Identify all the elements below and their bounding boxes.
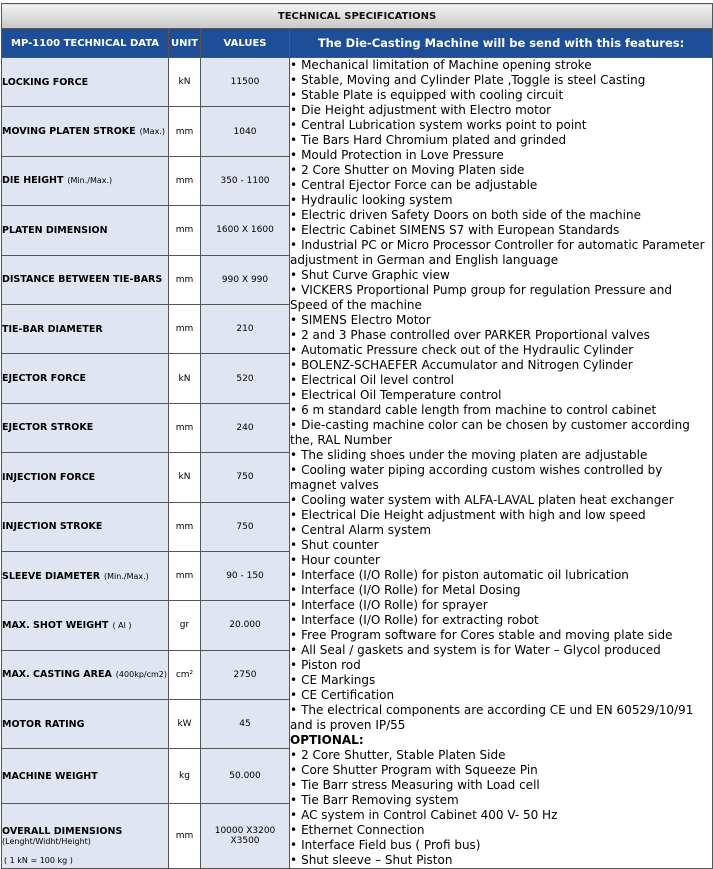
feature-item: • SIMENS Electro Motor (290, 313, 712, 328)
feature-item: • Stable, Moving and Cylinder Plate ,Toggle is steel Casting (290, 73, 712, 88)
optional-item: • AC system in Control Cabinet 400 V- 50 Hz (290, 808, 712, 823)
feature-item: • 2 Core Shutter on Moving Platen side (290, 163, 712, 178)
optional-item: • Shut sleeve – Shut Piston (290, 853, 712, 868)
spec-value: 1600 X 1600 (201, 206, 290, 255)
feature-item: • Electrical Oil level control (290, 373, 712, 388)
feature-item: • Electrical Die Height adjustment with high and low speed (290, 508, 712, 523)
feature-item: • BOLENZ-SCHAEFER Accumulator and Nitrogen Cylinder (290, 358, 712, 373)
feature-item: • Central Ejector Force can be adjustable (290, 178, 712, 193)
spec-name (2, 700, 169, 749)
spec-name-label: DIE HEIGHT (2, 175, 64, 187)
features-list (290, 58, 713, 869)
spec-name (2, 453, 169, 502)
spec-unit: mm (169, 403, 201, 452)
spec-name-qualifier: ( Al ) (112, 620, 132, 630)
spec-name-label: SLEEVE DIAMETER (2, 570, 101, 582)
spec-value: 750 (201, 502, 290, 551)
feature-item: • Shut counter (290, 538, 712, 553)
feature-item: • Industrial PC or Micro Processor Controller for automatic Parameter adjustment in German and English language (290, 238, 712, 268)
optional-item: • Core Shutter Program with Squeeze Pin (290, 763, 712, 778)
feature-item: • Interface (I/O Rolle) for sprayer (290, 598, 712, 613)
spec-value: 1040 (201, 107, 290, 156)
feature-item: • Tie Bars Hard Chromium plated and grinded (290, 133, 712, 148)
spec-value: 210 (201, 304, 290, 353)
header-technical-data: MP-1100 TECHNICAL DATA (2, 29, 169, 58)
spec-value: 50.000 (201, 749, 290, 804)
table-title: TECHNICAL SPECIFICATIONS (2, 4, 713, 29)
feature-item: • Central Alarm system (290, 523, 712, 538)
footnote: ( 1 kN = 100 kg ) (4, 856, 73, 865)
spec-name-label: INJECTION STROKE (2, 521, 103, 533)
spec-name-label: PLATEN DIMENSION (2, 224, 108, 236)
optional-item: • Tie Barr stress Measuring with Load cell (290, 778, 712, 793)
spec-value: 10000 X3200 X3500 (201, 804, 290, 869)
spec-unit: mm (169, 804, 201, 869)
spec-unit: mm (169, 304, 201, 353)
feature-item: • 6 m standard cable length from machine to control cabinet (290, 403, 712, 418)
spec-name (2, 650, 169, 699)
feature-item: • Interface (I/O Rolle) for extracting robot (290, 613, 712, 628)
spec-name-qualifier: (Min./Max.) (104, 571, 149, 581)
spec-value: 350 - 1100 (201, 156, 290, 205)
feature-item: • Piston rod (290, 658, 712, 673)
spec-name-label: EJECTOR FORCE (2, 373, 87, 385)
spec-name (2, 206, 169, 255)
tech-spec-table (1, 3, 713, 869)
spec-name-label: DISTANCE BETWEEN TIE-BARS (2, 274, 163, 286)
spec-unit: kW (169, 700, 201, 749)
spec-value: 20.000 (201, 601, 290, 650)
spec-value: 990 X 990 (201, 255, 290, 304)
spec-name-qualifier: (400kp/cm2) (115, 670, 167, 680)
spec-name (2, 304, 169, 353)
spec-name-qualifier: (Min./Max.) (67, 176, 113, 186)
optional-heading: OPTIONAL: (290, 733, 364, 747)
feature-item: • Automatic Pressure check out of the Hydraulic Cylinder (290, 343, 712, 358)
optional-item: • Ethernet Connection (290, 823, 712, 838)
feature-item: • Hydraulic looking system (290, 193, 712, 208)
feature-item: • Mechanical limitation of Machine opening stroke (290, 58, 712, 73)
optional-item: • Tie Barr Removing system (290, 793, 712, 808)
spec-unit: mm (169, 206, 201, 255)
spec-name (2, 601, 169, 650)
spec-name-qualifier: (Max.) (139, 127, 165, 137)
feature-item: • 2 and 3 Phase controlled over PARKER Proportional valves (290, 328, 712, 343)
feature-item: • Hour counter (290, 553, 712, 568)
spec-unit: mm (169, 156, 201, 205)
header-features: The Die-Casting Machine will be send with this features: (290, 29, 713, 58)
spec-name-label: INJECTION FORCE (2, 471, 96, 483)
spec-unit: kg (169, 749, 201, 804)
spec-name (2, 255, 169, 304)
header-unit: UNIT (169, 29, 201, 58)
spec-rows (2, 58, 713, 869)
table-row (2, 58, 713, 107)
spec-unit: gr (169, 601, 201, 650)
optional-item: • 2 Core Shutter, Stable Platen Side (290, 748, 712, 763)
spec-value: 2750 (201, 650, 290, 699)
feature-item: • CE Markings (290, 673, 712, 688)
feature-item: • Shut Curve Graphic view (290, 268, 712, 283)
feature-item: • Electric Cabinet SIMENS S7 with European Standards (290, 223, 712, 238)
spec-name (2, 551, 169, 600)
feature-item: • VICKERS Proportional Pump group for regulation Pressure and Speed of the machine (290, 283, 712, 313)
spec-value: 90 - 150 (201, 551, 290, 600)
spec-unit: kN (169, 58, 201, 107)
spec-name (2, 354, 169, 403)
spec-unit: mm (169, 551, 201, 600)
header-values: VALUES (201, 29, 290, 58)
spec-name-label: MOVING PLATEN STROKE (2, 126, 136, 138)
feature-item: • Central Lubrication system works point to point (290, 118, 712, 133)
spec-name-label: MACHINE WEIGHT (2, 770, 98, 782)
spec-name (2, 749, 169, 804)
spec-name (2, 502, 169, 551)
optional-item: • Interface Field bus ( Profi bus) (290, 838, 712, 853)
spec-unit: mm (169, 502, 201, 551)
spec-name-label: MAX. SHOT WEIGHT (2, 619, 109, 631)
feature-item: • CE Certification (290, 688, 712, 703)
spec-unit: kN (169, 453, 201, 502)
feature-item: • The sliding shoes under the moving platen are adjustable (290, 448, 712, 463)
spec-name (2, 403, 169, 452)
spec-name (2, 58, 169, 107)
spec-name-label: TIE-BAR DIAMETER (2, 323, 103, 335)
spec-unit: kN (169, 354, 201, 403)
spec-name-label: EJECTOR STROKE (2, 422, 94, 434)
feature-item: • The electrical components are according CE und EN 60529/10/91 and is proven IP/55 (290, 703, 712, 733)
feature-item: • Interface (I/O Rolle) for piston automatic oil lubrication (290, 568, 712, 583)
feature-item: • Interface (I/O Rolle) for Metal Dosing (290, 583, 712, 598)
feature-item: • Die Height adjustment with Electro motor (290, 103, 712, 118)
feature-item: • Electric driven Safety Doors on both side of the machine (290, 208, 712, 223)
spec-value: 240 (201, 403, 290, 452)
spec-value: 45 (201, 700, 290, 749)
spec-unit: mm (169, 107, 201, 156)
feature-item: • Cooling water piping according custom wishes controlled by magnet valves (290, 463, 712, 493)
spec-name (2, 156, 169, 205)
feature-item: • Cooling water system with ALFA-LAVAL platen heat exchanger (290, 493, 712, 508)
spec-name-label: MAX. CASTING AREA (2, 669, 112, 681)
spec-name-label: OVERALL DIMENSIONS (2, 826, 123, 837)
spec-name-label: LOCKING FORCE (2, 76, 89, 88)
feature-item: • Die-casting machine color can be chosen by customer according the, RAL Number (290, 418, 712, 448)
spec-name-label: MOTOR RATING (2, 718, 85, 730)
spec-name (2, 107, 169, 156)
feature-item: • All Seal / gaskets and system is for Water – Glycol produced (290, 643, 712, 658)
spec-value: 11500 (201, 58, 290, 107)
spec-value: 520 (201, 354, 290, 403)
spec-unit: cm² (169, 650, 201, 699)
spec-unit: mm (169, 255, 201, 304)
feature-item: • Mould Protection in Love Pressure (290, 148, 712, 163)
spec-name-qualifier: (Lenght/Widht/Height) (2, 837, 91, 846)
feature-item: • Electrical Oil Temperature control (290, 388, 712, 403)
feature-item: • Free Program software for Cores stable and moving plate side (290, 628, 712, 643)
feature-item: • Stable Plate is equipped with cooling circuit (290, 88, 712, 103)
spec-value: 750 (201, 453, 290, 502)
